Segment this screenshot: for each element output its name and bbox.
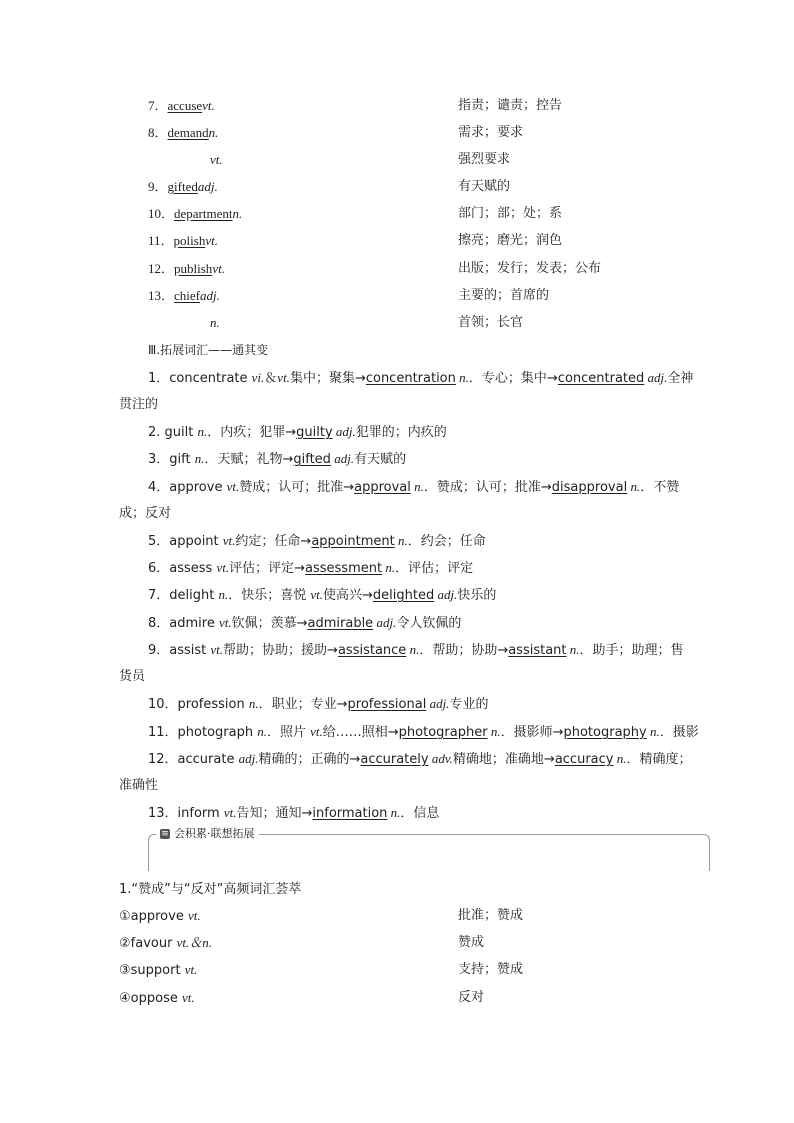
section-title: Ⅲ.拓展词汇——通其变 <box>148 343 269 357</box>
synonym-item: ②favour vt.＆n. <box>119 935 212 951</box>
vocab-item-13: 13．chiefadj. <box>148 288 220 303</box>
vocab-meaning: 出版；发行；发表；公布 <box>458 261 602 276</box>
vocab-word: gifted <box>167 179 198 194</box>
vocab-word: department <box>174 206 233 221</box>
vocab-item-8: 8．demandn. <box>148 125 219 140</box>
vocab-item-9: 9．giftedadj. <box>148 179 218 194</box>
vocab-item-10: 10．departmentn. <box>148 206 243 221</box>
ext-line-9: 9．assist vt.帮助；协助；援助→assistance n.．帮助；协助→assistant n.．助手；助理；售 <box>148 642 684 658</box>
synonym-meaning: 支持；赞成 <box>458 962 524 977</box>
ext-line-3: 3．gift n.．天赋；礼物→gifted adj.有天赋的 <box>148 451 407 467</box>
ext-line-4: 4．approve vt.赞成；认可；批准→approval n.．赞成；认可；批准→disapproval n.．不赞 <box>148 479 680 495</box>
sub-title: 1.“赞成”与“反对”高频词汇荟萃 <box>119 882 302 897</box>
synonym-item: ③support vt. <box>119 962 198 978</box>
vocab-word: polish <box>173 233 206 248</box>
vocab-meaning: 主要的；首席的 <box>458 288 550 303</box>
synonym-meaning: 赞成 <box>458 935 485 950</box>
ext-line-6: 6．assess vt.评估；评定→assessment n.．评估；评定 <box>148 560 474 576</box>
vocab-item-8-alt: vt. <box>210 152 223 167</box>
tip-label: ≡ 会积累·联想拓展 <box>156 827 259 841</box>
ext-line-13: 13．inform vt.告知；通知→information n.．信息 <box>148 805 440 821</box>
vocab-word: accuse <box>167 98 203 113</box>
synonym-meaning: 批准；赞成 <box>458 908 524 923</box>
vocab-item-13-alt: n. <box>210 315 220 330</box>
vocab-meaning: 需求；要求 <box>458 125 524 140</box>
vocab-meaning: 指责；谴责；控告 <box>458 98 563 113</box>
vocab-meaning: 首领；长官 <box>458 315 524 330</box>
ext-line-7: 7．delight n.．快乐；喜悦 vt.使高兴→delighted adj.快乐的 <box>148 587 497 603</box>
ext-line-1: 1．concentrate vi.＆vt.集中；聚集→concentration n.．专心；集中→concentrated adj.全神 <box>148 370 694 386</box>
vocab-item-12: 12．publishvt. <box>148 261 225 276</box>
vocab-word: demand <box>167 125 209 140</box>
synonym-meaning: 反对 <box>458 990 485 1005</box>
ext-line-5: 5．appoint vt.约定；任命→appointment n.．约会；任命 <box>148 533 486 549</box>
ext-line-11: 11．photograph n.．照片 vt.给……照相→photographer n.．摄影师→photography n.．摄影 <box>148 724 699 740</box>
ext-line-12-cont: 准确性 <box>119 778 159 793</box>
synonym-item: ④oppose vt. <box>119 990 195 1006</box>
vocab-meaning: 强烈要求 <box>458 152 511 167</box>
ext-line-12: 12．accurate adj.精确的；正确的→accurately adv.精确地；准确地→accuracy n.．精确度； <box>148 751 692 767</box>
ext-line-9-cont: 货员 <box>119 669 146 684</box>
ext-line-8: 8．admire vt.钦佩；羡慕→admirable adj.令人钦佩的 <box>148 615 462 631</box>
vocab-word: chief <box>174 288 200 303</box>
synonym-item: ①approve vt. <box>119 908 201 924</box>
ext-line-10: 10．profession n.．职业；专业→professional adj.专业的 <box>148 696 489 712</box>
vocab-meaning: 有天赋的 <box>458 179 511 194</box>
vocab-word: publish <box>174 261 213 276</box>
vocab-meaning: 擦亮；磨光；润色 <box>458 233 563 248</box>
list-icon: ≡ <box>161 829 169 839</box>
vocab-meaning: 部门；部；处；系 <box>458 206 563 221</box>
vocab-item-11: 11．polishvt. <box>148 233 218 248</box>
ext-line-1-cont: 贯注的 <box>119 397 159 412</box>
ext-line-4-cont: 成；反对 <box>119 506 172 521</box>
vocab-item-7: 7．accusevt. <box>148 98 215 113</box>
ext-line-2: 2. guilt n.．内疚；犯罪→guilty adj.犯罪的；内疚的 <box>148 424 447 440</box>
